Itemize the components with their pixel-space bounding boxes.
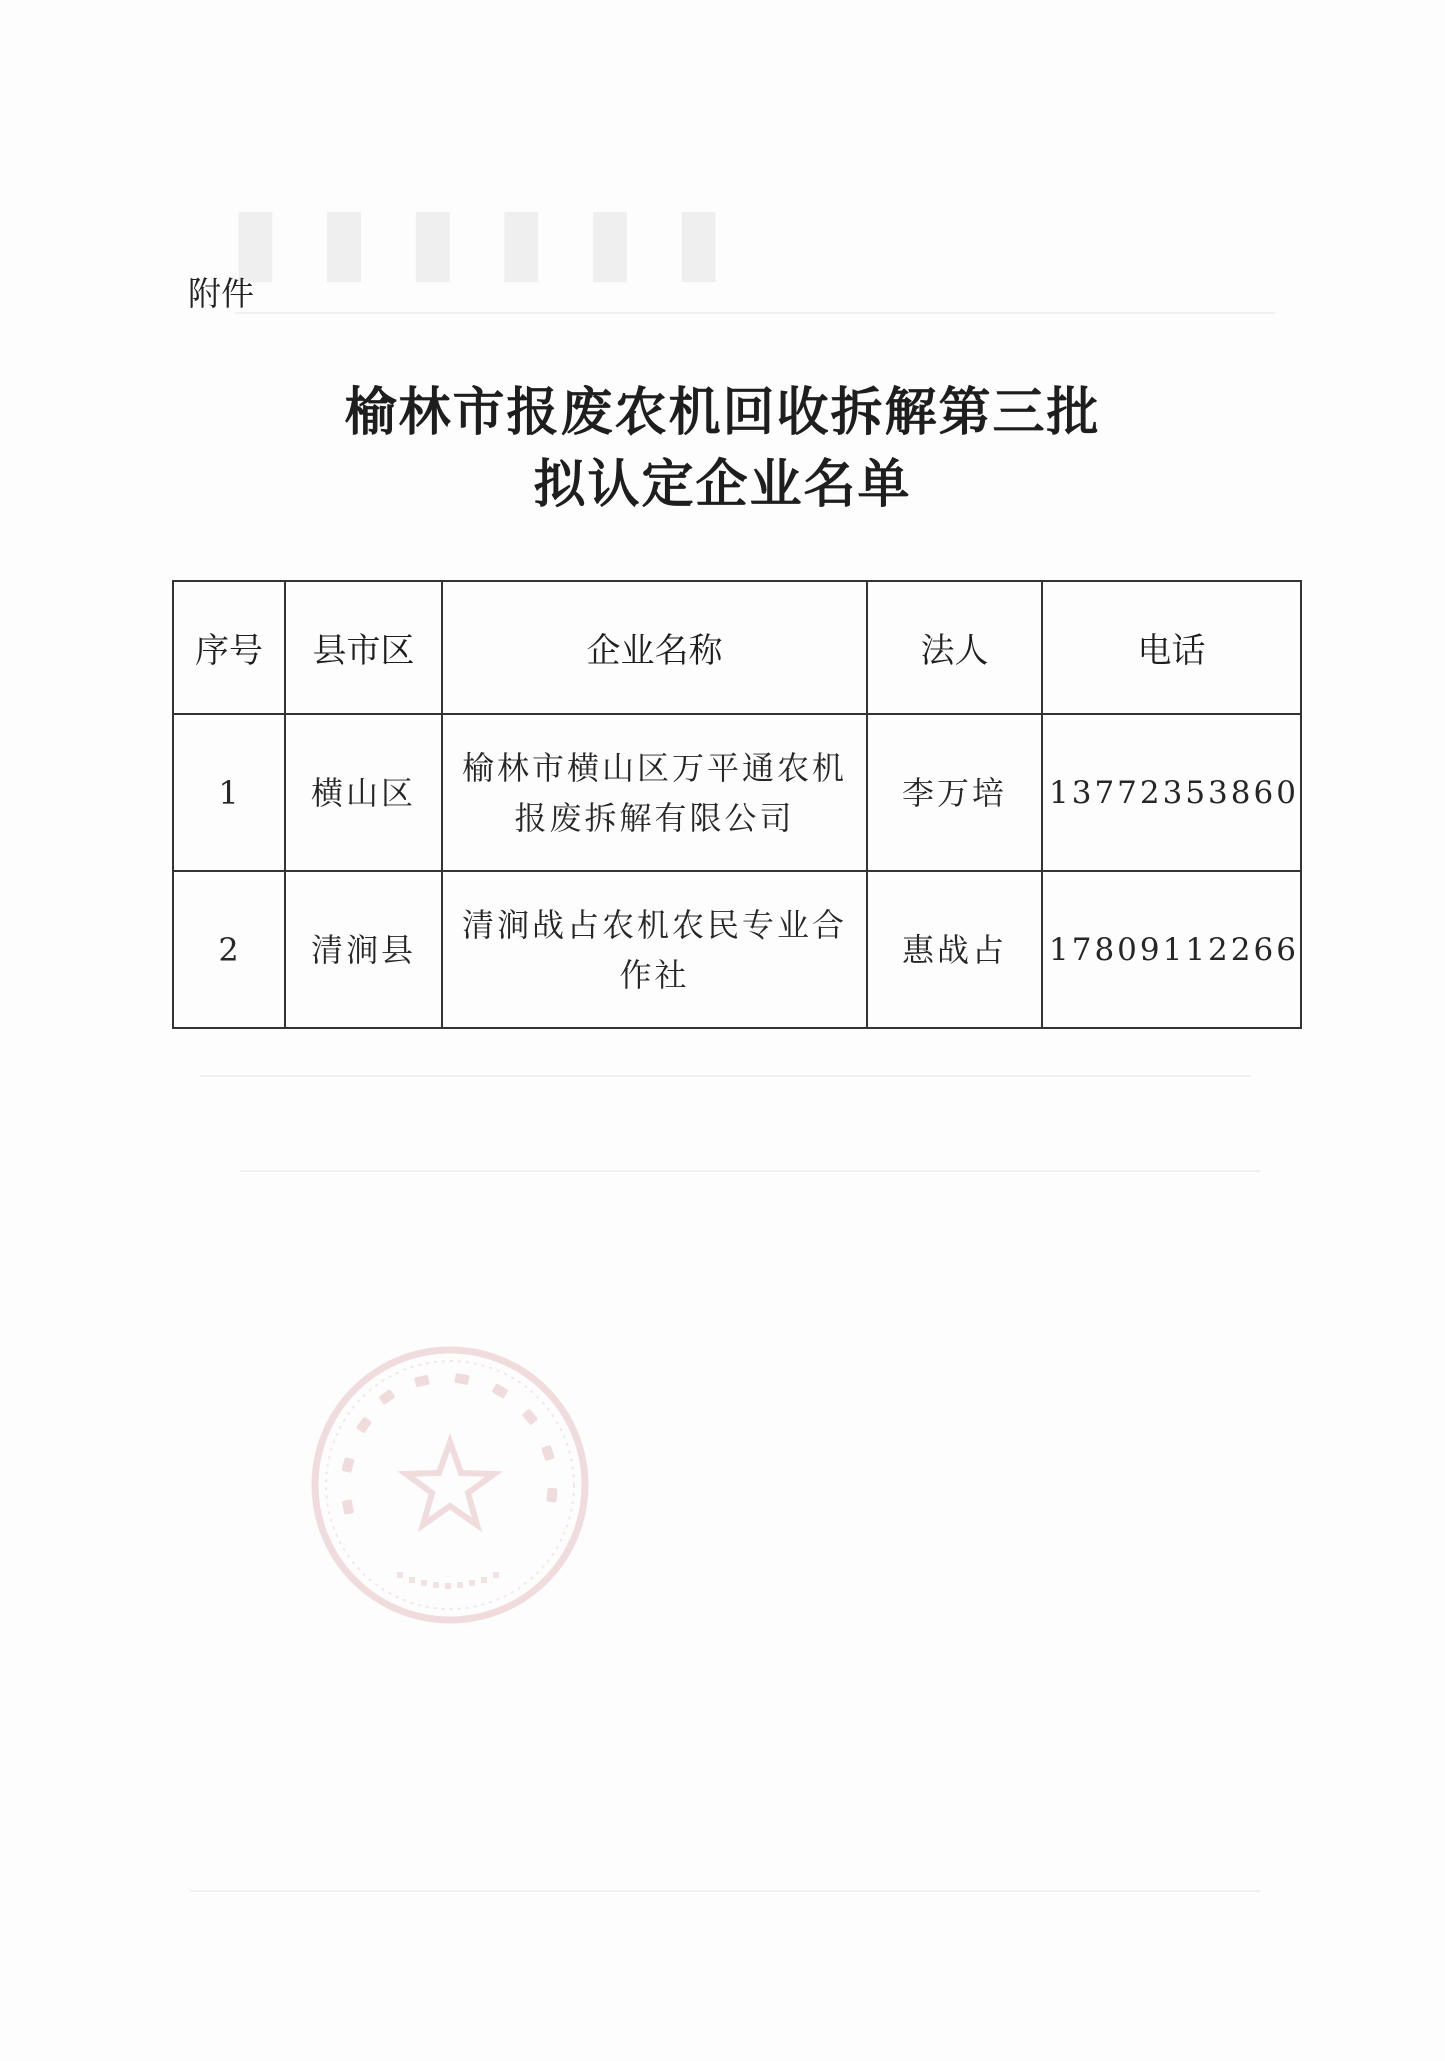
table-row xyxy=(173,871,1301,1028)
row-legal-person: 惠战占 xyxy=(867,871,1042,1028)
row-county: 横山区 xyxy=(285,714,442,871)
header-legal-person: 法人 xyxy=(867,581,1042,714)
header-county: 县市区 xyxy=(285,581,442,714)
table-header-row xyxy=(173,581,1301,714)
header-company: 企业名称 xyxy=(442,581,867,714)
bleed-through-header: ▮▮▮▮▮▮ xyxy=(230,185,762,293)
header-index: 序号 xyxy=(173,581,285,714)
bleed-through-rule xyxy=(190,1890,1260,1892)
attachment-label: 附件 xyxy=(188,274,254,313)
row-index: 1 xyxy=(173,714,285,871)
bleed-through-rule xyxy=(235,312,1275,314)
row-legal-person: 李万培 xyxy=(867,714,1042,871)
document-title-line-1: 榆林市报废农机回收拆解第三批 xyxy=(344,382,1101,443)
bleed-through-rule xyxy=(240,1170,1260,1172)
row-index: 2 xyxy=(173,871,285,1028)
table-row xyxy=(173,714,1301,871)
header-phone: 电话 xyxy=(1042,581,1301,714)
document-title-line-2: 拟认定企业名单 xyxy=(533,454,912,515)
row-phone: 13772353860 xyxy=(1042,714,1301,871)
enterprise-table xyxy=(172,580,1302,1029)
row-county: 清涧县 xyxy=(285,871,442,1028)
official-seal-icon xyxy=(305,1340,595,1630)
row-phone: 17809112266 xyxy=(1042,871,1301,1028)
row-company: 榆林市横山区万平通农机报废拆解有限公司 xyxy=(442,714,867,871)
bleed-through-rule xyxy=(200,1075,1250,1077)
row-company: 清涧战占农机农民专业合作社 xyxy=(442,871,867,1028)
